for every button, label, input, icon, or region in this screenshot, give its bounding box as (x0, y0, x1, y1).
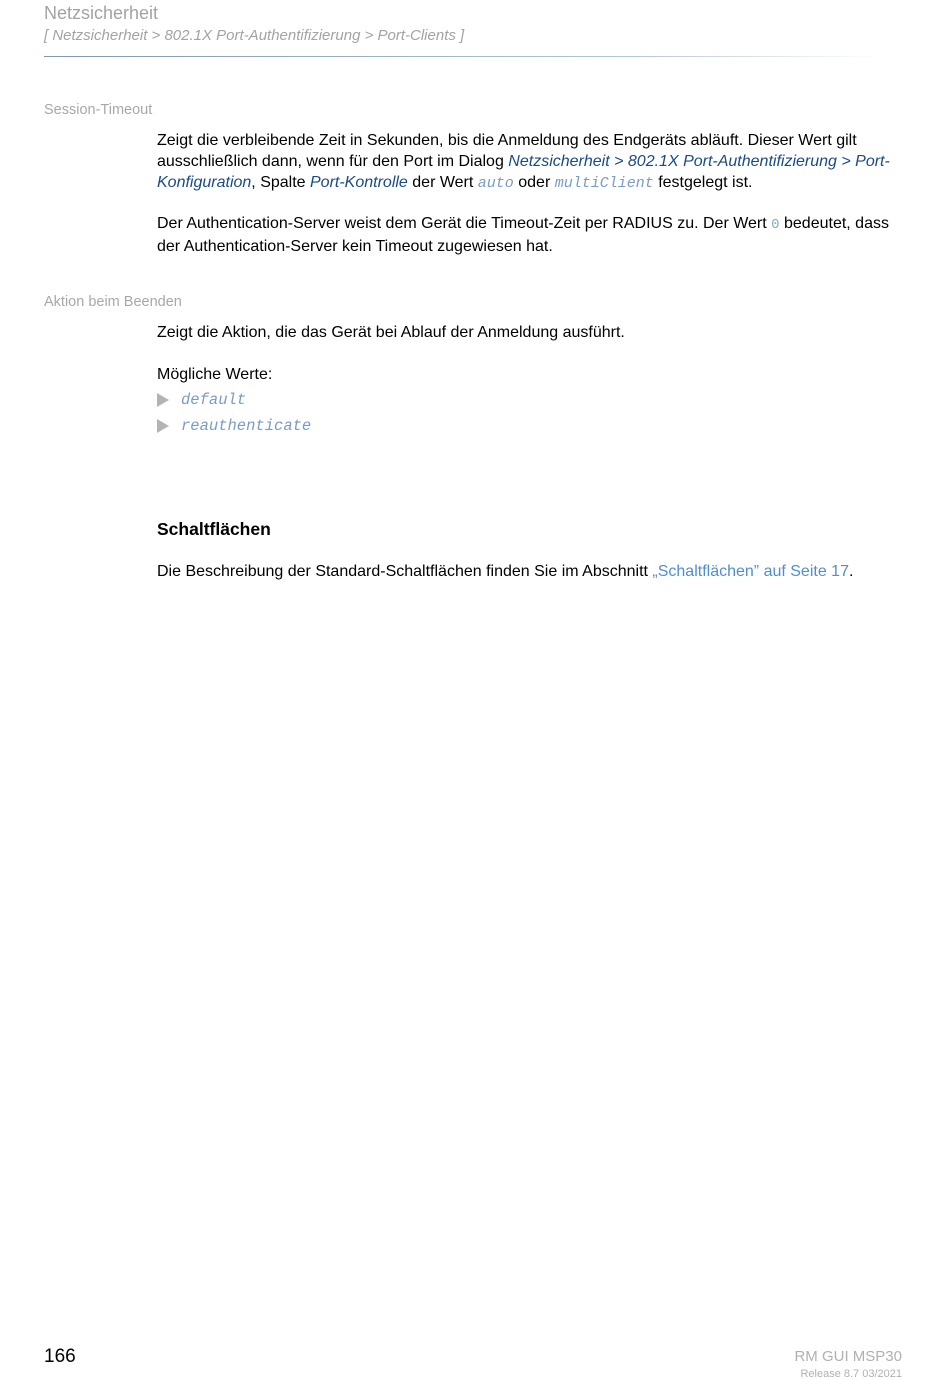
session-timeout-description (157, 130, 907, 194)
triangle-bullet-icon (157, 393, 169, 407)
list-item (157, 391, 246, 409)
text: Der Authentication-Server weist dem Gerät die Timeout-Zeit per RADIUS zu. Der Wert (157, 215, 772, 232)
value-auto: auto (477, 175, 514, 192)
page-number: 166 (44, 1346, 76, 1367)
list-item (157, 417, 311, 435)
header-divider (44, 56, 884, 57)
triangle-bullet-icon (157, 419, 169, 433)
schaltflaechen-description (157, 561, 907, 582)
text: festgelegt ist. (653, 174, 753, 191)
cross-reference-link[interactable]: „Schaltflächen” auf Seite 17 (652, 563, 849, 580)
value-reauthenticate: reauthenticate (181, 417, 312, 435)
section-label-session-timeout: Session-Timeout (44, 102, 153, 118)
dialog-link[interactable]: Netzsicherheit > 802.1X Port-Authentifizierung > Port-Konfiguration (157, 153, 890, 191)
section-label-aktion: Aktion beim Beenden (44, 294, 182, 310)
section-heading-schaltflaechen: Schaltflächen (157, 519, 271, 539)
column-link[interactable]: Port-Kontrolle (310, 174, 408, 191)
text: , Spalte (251, 174, 310, 191)
text: Die Beschreibung der Standard-Schaltflächen finden Sie im Abschnitt (157, 563, 653, 580)
header-title: Netzsicherheit (44, 3, 159, 23)
header-breadcrumb: [ Netzsicherheit > 802.1X Port-Authentifizierung > Port-Clients ] (44, 27, 465, 44)
value-default: default (181, 391, 247, 409)
footer-release: Release 8.7 03/2021 (800, 1368, 902, 1380)
text: der Wert (407, 174, 478, 191)
footer-document-name: RM GUI MSP30 (794, 1348, 902, 1365)
possible-values-label: Mögliche Werte: (157, 366, 273, 383)
value-zero: 0 (771, 217, 780, 233)
aktion-description: Zeigt die Aktion, die das Gerät bei Ablauf der Anmeldung ausführt. (157, 324, 625, 341)
session-timeout-radius-note (157, 213, 907, 257)
text: oder (513, 174, 555, 191)
text: . (848, 563, 854, 580)
text: bedeutet, dass der Authentication-Server kein Timeout zugewiesen hat. (157, 215, 889, 255)
value-multiclient: multiClient (554, 175, 654, 192)
text: Zeigt die verbleibende Zeit in Sekunden, bis die Anmeldung des Endgeräts abläuft. Dieser Wert gilt ausschließlich dann, wenn für den Port im Dialog (157, 132, 857, 170)
